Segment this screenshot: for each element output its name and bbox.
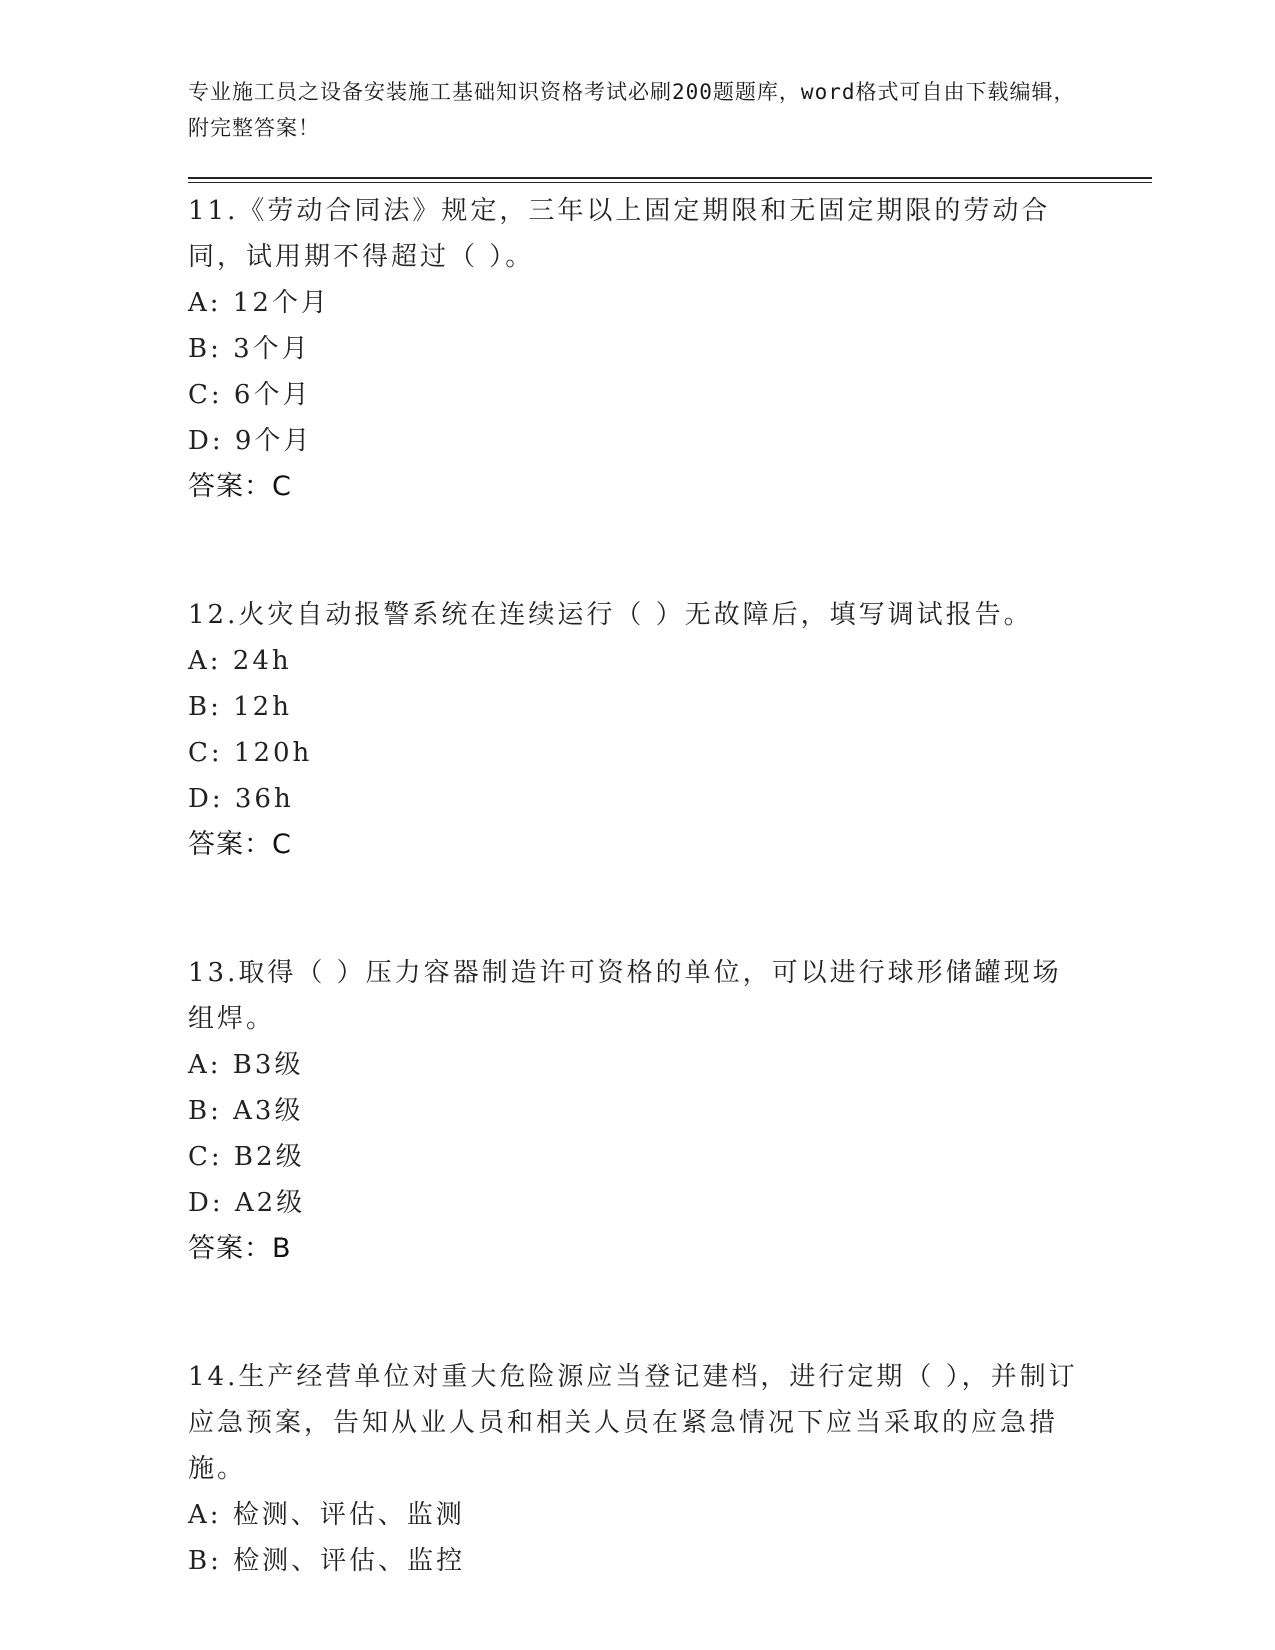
question-text: 14.生产经营单位对重大危险源应当登记建档，进行定期（ ），并制订应急预案，告知从业人员和相关人员在紧急情况下应当采取的应急措施。 bbox=[188, 1362, 1078, 1484]
answer-text: 答案：C bbox=[188, 471, 292, 502]
header-divider-thick bbox=[188, 177, 1152, 179]
option-d: D: 36h bbox=[188, 784, 294, 814]
option-b: B: 3个月 bbox=[188, 334, 311, 364]
option-c: C: 120h bbox=[188, 738, 313, 768]
document-title: 专业施工员之设备安装施工基础知识资格考试必刷200题题库，word格式可自由下载编辑，附完整答案！ bbox=[188, 80, 1076, 140]
option-b: B: A3级 bbox=[188, 1096, 304, 1126]
question-text: 12.火灾自动报警系统在连续运行（ ）无故障后，填写调试报告。 bbox=[188, 600, 1033, 630]
question-spacer bbox=[188, 868, 1088, 950]
document-header bbox=[188, 74, 1088, 146]
option-c: C: B2级 bbox=[188, 1142, 305, 1172]
option-a: A: 12个月 bbox=[188, 288, 330, 318]
question-spacer bbox=[188, 510, 1088, 592]
option-c: C: 6个月 bbox=[188, 380, 312, 410]
option-a: A: B3级 bbox=[188, 1050, 304, 1080]
question-text: 11.《劳动合同法》规定，三年以上固定期限和无固定期限的劳动合同，试用期不得超过（ ）。 bbox=[188, 196, 1051, 272]
question-spacer bbox=[188, 1272, 1088, 1354]
question-item bbox=[188, 1354, 1088, 1584]
option-d: D: A2级 bbox=[188, 1188, 306, 1218]
option-a: A: 24h bbox=[188, 646, 292, 676]
question-text: 13.取得（ ）压力容器制造许可资格的单位，可以进行球形储罐现场组焊。 bbox=[188, 958, 1062, 1034]
answer-text: 答案：C bbox=[188, 829, 292, 860]
header-divider-thin bbox=[188, 182, 1152, 183]
question-item bbox=[188, 950, 1088, 1272]
option-b: B: 12h bbox=[188, 692, 292, 722]
question-item bbox=[188, 188, 1088, 510]
option-a: A: 检测、评估、监测 bbox=[188, 1500, 465, 1530]
answer-text: 答案：B bbox=[188, 1233, 292, 1264]
option-b: B: 检测、评估、监控 bbox=[188, 1546, 466, 1576]
question-list bbox=[188, 188, 1088, 1584]
question-item bbox=[188, 592, 1088, 868]
option-d: D: 9个月 bbox=[188, 426, 313, 456]
